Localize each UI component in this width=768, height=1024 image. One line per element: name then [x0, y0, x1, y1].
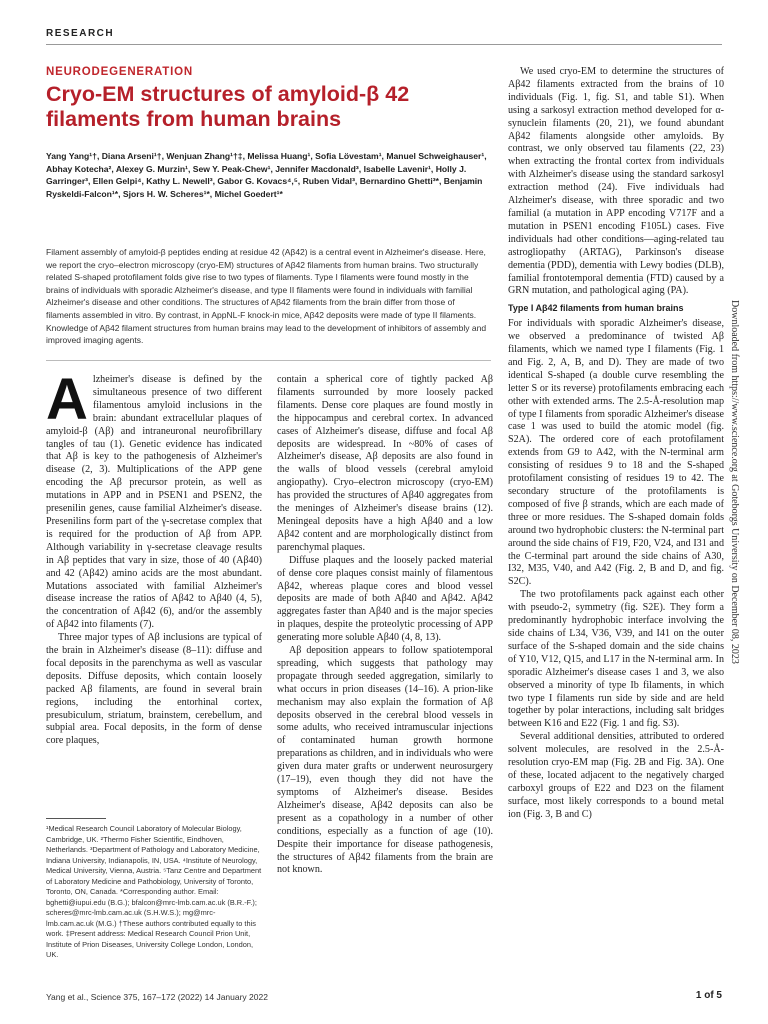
- paragraph: Diffuse plaques and the loosely packed material of dense core plaques consist mainly of filamentous Aβ42, whereas plaque cores and blood vessel deposits are made of both Aβ40 and Aβ42. Aβ42 aggregates faster than Aβ40 and is the major species in plaques, despite the proteolytic processing of APP generating more soluble Aβ40 (4, 8, 13).: [277, 554, 493, 644]
- footer-citation: Yang et al., Science 375, 167–172 (2022) 14 January 2022: [46, 992, 268, 1002]
- column-1: [46, 367, 262, 748]
- intro-text: lzheimer's disease is defined by the simultaneous presence of two different filamentous amyloid inclusions in the brain: abundant extracellular plaques of amyloid-β (Aβ) and intraneuronal neurofibrillary tangles of tau (1). Genetic evidence has indicated that Aβ is key to the pathogenesis of Alzheimer's disease (2, 3). Multiplications of the APP gene encoding the Aβ precursor protein, as well as mutations in APP and in PSEN1 and PSEN2, the presenilin genes, cause familial Alzheimer's disease. Presenilins form part of the γ-secretase complex that is required for the production of Aβ from APP. Although variability in γ-secretase cleavage results in Aβ peptides that vary in size, those of 40 (Aβ40) and 42 (Aβ42) amino acids are the most abundant. Mutations associated with familial Alzheimer's disease increase the ratios of Aβ42 to Aβ40 (4, 5), the concentration of Aβ42 (6), and/or the assembly of Aβ42 into filaments (7).: [46, 374, 262, 631]
- paragraph: contain a spherical core of tightly packed Aβ filaments surrounded by more loosely packed filaments. Dense core plaques are found mostly in the hippocampus and cerebral cortex. In advanced cases of Alzheimer's disease, diffuse and focal Aβ deposits are widespread. In ~80% of cases of Alzheimer's disease, Aβ deposits are also found in the walls of blood vessels (cerebral amyloid angiopathy). Cryo–electron microscopy (cryo-EM) has provided the structures of Aβ40 aggregates from the meninges of Alzheimer's disease brains (12). Meningeal deposits have a high Aβ40 and a low Aβ42 content and are morphologically distinct from parenchymal plaques.: [277, 374, 493, 553]
- article-title: Cryo-EM structures of amyloid-β 42 filaments from human brains: [46, 82, 410, 131]
- abstract: Filament assembly of amyloid-β peptides ending at residue 42 (Aβ42) is a central event in Alzheimer's disease. Here, we report the cryo–electron microscopy (cryo-EM) structures of Aβ42 filaments from human brains. Two structurally related S-shaped protofilament folds give rise to two types of filaments. Type I filaments were found mostly in the brains of individuals with sporadic Alzheimer's disease, and type II filaments were found in individuals with familial Alzheimer's disease and other conditions. The structures of Aβ42 filaments from the brain differ from those of filaments assembled in vitro. By contrast, in AppNL-F knock-in mice, Aβ42 deposits were made of type II filaments. Knowledge of Aβ42 filament structures from human brains may lead to the development of inhibitors of assembly and improved imaging agents.: [46, 247, 487, 346]
- paragraph: For individuals with sporadic Alzheimer's disease, we observed a predominance of twisted Aβ filaments, which we named type I filaments (Fig. 1 and Fig. 2, A, B, and D). They are made of two identical S-shaped (a double curve resembling the letter S or its reverse) protofilaments embracing each other with extended arms. The 2.5-Å-resolution map of type I filaments from sporadic Alzheimer's disease case 1 was used to build the atomic model (fig. S2A). The ordered core of each protofilament extends from G9 to A42, with the N-terminal arm consisting of residues 9 to 18 and the S-shaped protofilament consisting of residues 19 to 42. The secondary structure of the protofilaments is composed of five β strands, which are each made of three or more residues. The S-shaped domain folds around two hydrophobic clusters: the N-terminal part around the side chains of F19, F20, V24, and I31 and the C-terminal part around the side chains of A30, I32, M35, V40, and A42 (Fig. 2, B and D, and fig. S2C).: [508, 318, 724, 588]
- section-label: RESEARCH: [46, 28, 115, 39]
- paragraph: Aβ deposition appears to follow spatiotemporal spreading, which suggests that pathology may propagate through seeded aggregation, similarly to what occurs in prion diseases (14–16). A prion-like mechanism may also explain the formation of Aβ deposits observed in the cerebral blood vessels in some adults, who received intramuscular injections of contaminated human growth hormone preparations as children, and in individuals who were given dura mater grafts or underwent neurosurgery (17–19), even though they did not have the symptoms of Alzheimer's disease. Besides Alzheimer's disease, Aβ42 deposits can also be present as a copathology in a number of other conditions, especially as a function of age (10). Despite their importance for disease pathogenesis, the structures of Aβ42 filaments from the brain are not known.: [277, 645, 493, 876]
- paragraph: Three major types of Aβ inclusions are typical of the brain in Alzheimer's disease (8–11): diffuse and focal deposits in the parenchyma as well as vascular deposits. Diffuse deposits, which contain loosely packed Aβ filaments, are found in several brain regions, including the entorhinal cortex, presubiculum, striatum, brainstem, cerebellum, and subpial area. Focal deposits, in the form of dense core plaques,: [46, 632, 262, 747]
- abstract-divider: [46, 360, 491, 361]
- download-notice-text: Downloaded from https://www.science.org at Goteborgs University on December 08, 2023: [729, 300, 740, 664]
- download-notice: [728, 300, 744, 720]
- affiliations-footnotes: ¹Medical Research Council Laboratory of Molecular Biology, Cambridge, UK. ²Thermo Fisher Scientific, Eindhoven, Netherlands. ³Department of Pathology and Laboratory Medicine, Indiana University, Indianapolis, IN, USA. ⁴Institute of Neurology, Medical University, Vienna, Austria. ⁵Tanz Centre and Department of Laboratory Medicine and Pathobiology, University of Toronto, Toronto, ON, Canada. *Corresponding author. Email: bghetti@iupui.edu (B.G.); bfalcon@mrc-lmb.cam.ac.uk (B.R.-F.); scheres@mrc-lmb.cam.ac.uk (S.H.W.S.); mg@mrc-lmb.cam.ac.uk (M.G.) †These authors contributed equally to this work. ‡Present address: Medical Research Council Prion Unit, Institute of Prion Diseases, University College London, London, UK.: [46, 824, 262, 959]
- paragraph: We used cryo-EM to determine the structures of Aβ42 filaments extracted from the brains of 10 individuals (Fig. 1, fig. S1, and table S1). When using a sarkosyl extraction method developed for α-synuclein filaments (20, 21), we found abundant Aβ42 filaments alongside other amyloids. By contrast, we only observed tau filaments (22, 23) when extracting the frontal cortex from individuals with Alzheimer's disease using the standard sarkosyl extraction method (24). Five individuals had Alzheimer's disease, with three sporadic and two familial (a mutation in APP encoding V717F and a mutation in PSEN1 encoding F105L) cases. Five individuals had other conditions—aging-related tau astrogliopathy (ARTAG), Parkinson's disease dementia (PDD), dementia with Lewy bodies (DLB), familial frontotemporal dementia (FTD) caused by a GRN mutation, and pathological aging (PA).: [508, 66, 724, 297]
- header-rule: [46, 44, 722, 45]
- section-heading: Type I Aβ42 filaments from human brains: [508, 303, 684, 314]
- paragraph: The two protofilaments pack against each other with pseudo-2₁ symmetry (fig. S2E). They form a predominantly hydrophobic interface involving the side chains of L34, V36, V39, and I41 on the outer surface of the S-shaped domain and the side chains of Y10, V12, Q15, and L17 in the N-terminal arm. In sporadic Alzheimer's disease cases 1 and 3, we also observed a minority of type Ib filaments, in which two type I filaments run side by side and are held together by polar interactions, including salt bridges between K16 and E22 (Fig. 1 and fig. S3).: [508, 589, 724, 730]
- paragraph: Several additional densities, attributed to ordered solvent molecules, are resolved in the 2.5-Å-resolution cryo-EM map (Fig. 2B and Fig. 3A). One of these, located adjacent to the negatively charged carboxyl groups of E22 and D23 on the filament surface, most likely corresponds to a bound metal ion (Fig. 3, B and C): [508, 731, 724, 820]
- footnote-rule: [46, 818, 106, 819]
- intro-paragraph: [46, 367, 262, 632]
- column-3: [508, 66, 724, 822]
- page-number: 1 of 5: [695, 990, 722, 1001]
- kicker: NEURODEGENERATION: [46, 66, 193, 78]
- author-list: Yang Yang¹†, Diana Arseni¹†, Wenjuan Zhang¹†‡, Melissa Huang¹, Sofia Lövestam¹, Manuel Schweighauser¹, Abhay Kotecha², Alexey G. Murzin¹, Sew Y. Peak-Chew¹, Jennifer Macdonald³, Isabelle Lavenir¹, Holly J. Garringer³, Ellen Gelpi⁴, Kathy L. Newell³, Gabor G. Kovacs⁴,⁵, Ruben Vidal³, Bernardino Ghetti³*, Benjamin Ryskeldi-Falcon¹*, Sjors H. W. Scheres¹*, Michel Goedert¹*: [46, 151, 487, 199]
- column-2: [277, 374, 493, 877]
- drop-cap: A: [46, 367, 88, 432]
